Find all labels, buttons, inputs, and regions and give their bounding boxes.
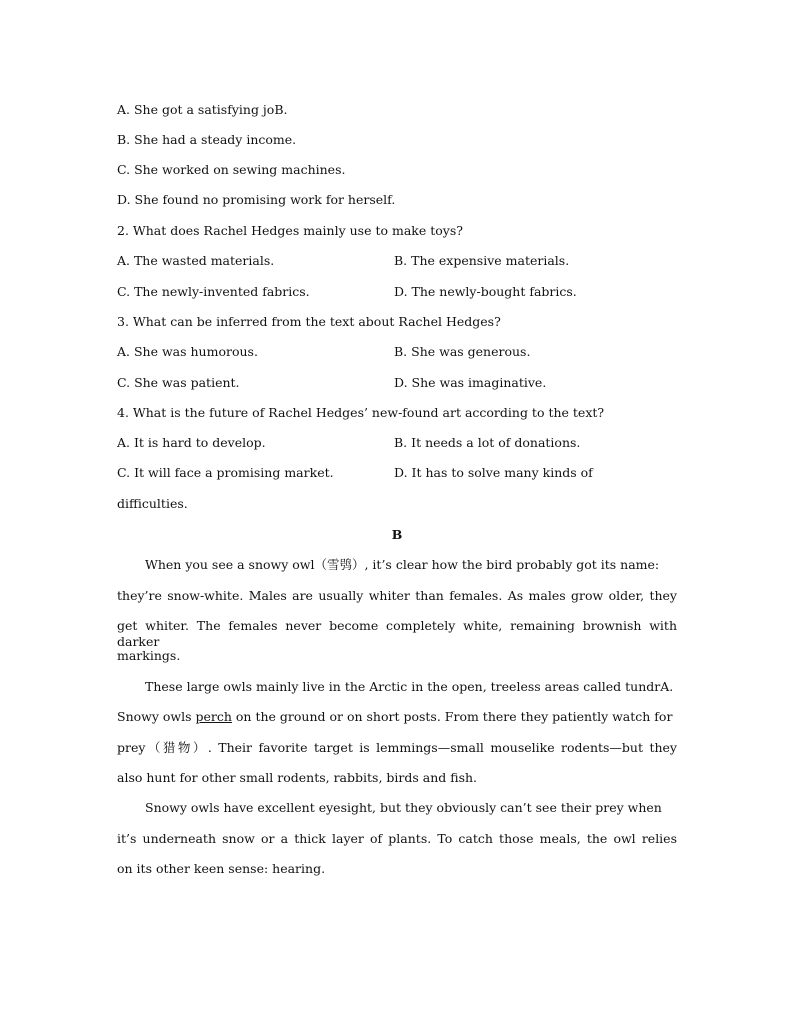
- passage-p2-line2: [117, 709, 672, 725]
- q4-option-a: A. It is hard to develop.: [117, 435, 266, 450]
- vocab-word-perch: perch: [195, 709, 232, 724]
- passage-p3-line1: Snowy owls have excellent eyesight, but they obviously can’t see their prey when: [145, 800, 662, 815]
- q2-option-a: A. The wasted materials.: [117, 253, 275, 268]
- passage-p2-line4: also hunt for other small rodents, rabbits, birds and fish.: [117, 770, 478, 785]
- q3-stem: 3. What can be inferred from the text about Rachel Hedges?: [117, 314, 501, 329]
- q4-option-d-continued: difficulties.: [117, 496, 188, 511]
- q3-option-b: B. She was generous.: [394, 344, 531, 359]
- section-heading: B: [391, 527, 403, 542]
- passage-p3-line2: [117, 831, 677, 847]
- passage-p2-line3-text: prey（猎物）. Their favorite target is lemmings—small mouselike rodents—but they: [117, 740, 677, 755]
- q2-option-c: C. The newly-invented fabrics.: [117, 284, 310, 299]
- q2-stem: 2. What does Rachel Hedges mainly use to make toys?: [117, 223, 463, 238]
- q2-option-b: B. The expensive materials.: [394, 253, 570, 268]
- passage-p3-line2-text: it’s underneath snow or a thick layer of plants. To catch those meals, the owl relies: [117, 831, 677, 846]
- q3-option-a: A. She was humorous.: [117, 344, 258, 359]
- passage-p1-line1: When you see a snowy owl（雪鸮）, it’s clear how the bird probably got its name:: [145, 557, 660, 572]
- passage-p1-line3: [117, 618, 677, 650]
- passage-p1-line3-text: get whiter. The females never become completely white, remaining brownish with darker: [117, 618, 677, 649]
- q1-option-a: A. She got a satisfying joB.: [117, 102, 288, 117]
- passage-p2-line2-pre: Snowy owls: [117, 709, 196, 724]
- q4-option-d: D. It has to solve many kinds of: [394, 465, 593, 480]
- passage-p1-line4: markings.: [117, 648, 181, 663]
- passage-p2-line2-post: on the ground or on short posts. From there they patiently watch for: [231, 709, 673, 724]
- q2-option-d: D. The newly-bought fabrics.: [394, 284, 577, 299]
- q4-option-c: C. It will face a promising market.: [117, 465, 334, 480]
- q1-option-b: B. She had a steady income.: [117, 132, 297, 147]
- q1-option-c: C. She worked on sewing machines.: [117, 162, 346, 177]
- q3-option-c: C. She was patient.: [117, 375, 240, 390]
- passage-p1-line2: [117, 588, 677, 604]
- q4-stem: 4. What is the future of Rachel Hedges’ new-found art according to the text?: [117, 405, 605, 420]
- passage-p2-line1: These large owls mainly live in the Arctic in the open, treeless areas called tundrA.: [145, 679, 674, 694]
- q1-option-d: D. She found no promising work for herself.: [117, 192, 396, 207]
- q4-option-b: B. It needs a lot of donations.: [394, 435, 581, 450]
- passage-p2-line3: [117, 740, 677, 756]
- passage-p1-line2-text: they’re snow-white. Males are usually whiter than females. As males grow older, they: [117, 588, 677, 603]
- q3-option-d: D. She was imaginative.: [394, 375, 547, 390]
- passage-p3-line3: on its other keen sense: hearing.: [117, 861, 326, 876]
